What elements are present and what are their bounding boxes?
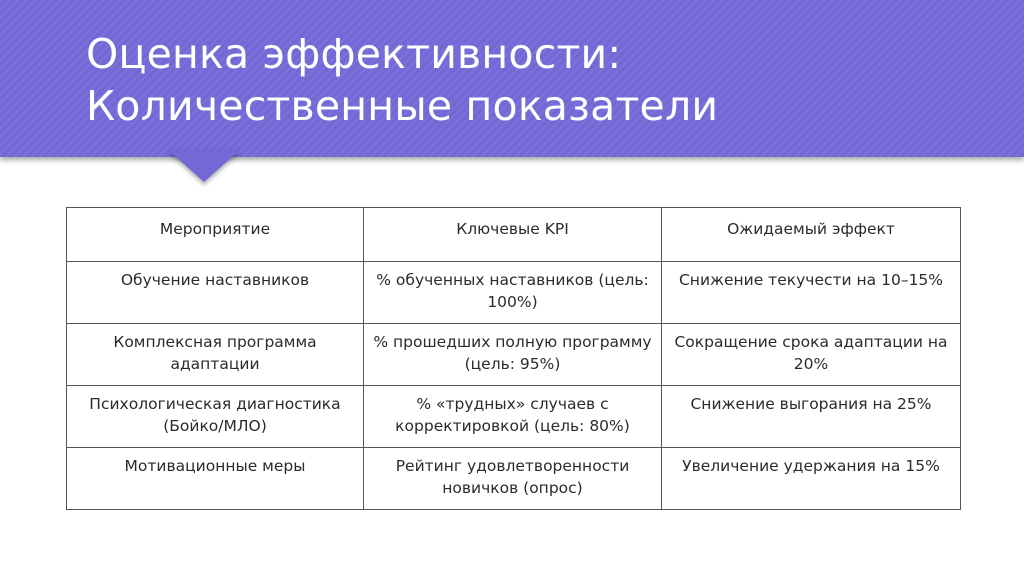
slide-title xyxy=(86,28,718,132)
cell-activity: Комплексная программа адаптации xyxy=(67,324,364,386)
header-pointer xyxy=(168,150,240,182)
cell-activity: Психологическая диагностика (Бойко/МЛО) xyxy=(67,386,364,448)
cell-kpi: Рейтинг удовлетворенности новичков (опрос) xyxy=(364,448,662,510)
cell-kpi: % прошедших полную программу (цель: 95%) xyxy=(364,324,662,386)
cell-kpi: % обученных наставников (цель: 100%) xyxy=(364,262,662,324)
cell-effect: Сокращение срока адаптации на 20% xyxy=(662,324,961,386)
cell-effect: Снижение выгорания на 25% xyxy=(662,386,961,448)
header-cell-kpi: Ключевые KPI xyxy=(364,208,662,262)
header-cell-effect: Ожидаемый эффект xyxy=(662,208,961,262)
cell-kpi: % «трудных» случаев с корректировкой (цель: 80%) xyxy=(364,386,662,448)
slide-title-line-2: Количественные показатели xyxy=(86,82,719,130)
cell-effect: Снижение текучести на 10–15% xyxy=(662,262,961,324)
table-row xyxy=(67,448,961,510)
table-row xyxy=(67,262,961,324)
header-banner xyxy=(0,0,1024,157)
kpi-table xyxy=(66,207,961,510)
cell-activity: Обучение наставников xyxy=(67,262,364,324)
table-header-row xyxy=(67,208,961,262)
slide-title-line-1: Оценка эффективности: xyxy=(86,30,622,78)
table-row xyxy=(67,324,961,386)
cell-effect: Увеличение удержания на 15% xyxy=(662,448,961,510)
header-cell-activity: Мероприятие xyxy=(67,208,364,262)
cell-activity: Мотивационные меры xyxy=(67,448,364,510)
table-row xyxy=(67,386,961,448)
